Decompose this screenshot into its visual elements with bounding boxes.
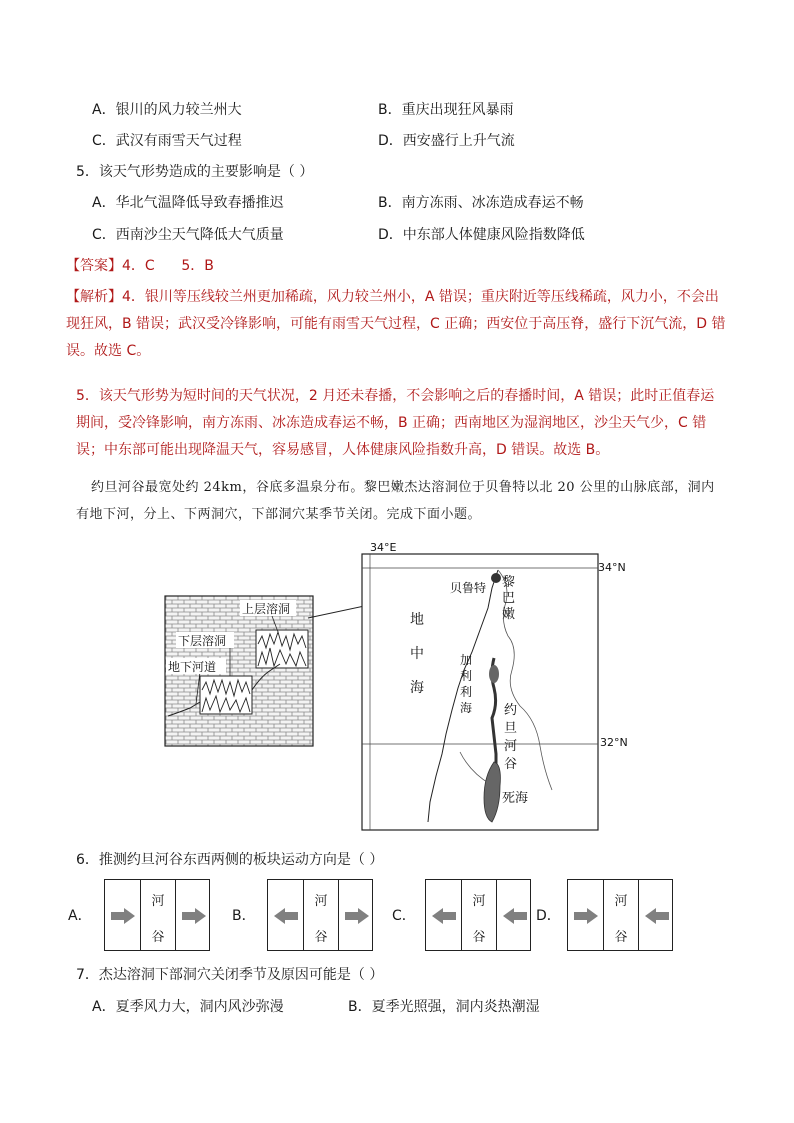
- valley-label-bottom: 谷: [314, 930, 328, 945]
- lower-cave-label: 下层溶洞: [178, 634, 227, 648]
- q4-option-a: A．银川的风力较兰州大: [92, 102, 242, 118]
- beirut-label: 贝鲁特: [450, 581, 487, 595]
- q7-option-b: B．夏季光照强，洞内炎热潮湿: [348, 999, 540, 1015]
- q6-option-label: C．: [392, 908, 416, 924]
- jordan-valley-label-3: 河: [504, 739, 518, 754]
- analysis-q4: [66, 284, 726, 365]
- analysis-q5: 5．该天气形势为短时间的天气状况，2 月还未春播，不会影响之后的春播时间，A 错误；此时正值春运期间，受冷锋影响，南方冻雨、冰冻造成春运不畅，B 正确；西南地区为湿润地区，沙尘天气少，C 错误；中东部可能出现降温天气，容易感冒，人体健康风险指数升高，D 错误。故选 B。: [76, 388, 715, 458]
- jordan-valley-label-2: 旦: [504, 721, 518, 736]
- analysis-q4-text: 4．银川等压线较兰州更加稀疏，风力较兰州小，A 错误；重庆附近等压线稀疏，风力小，不会出现狂风，B 错误；武汉受冷锋影响，可能有雨雪天气过程，C 正确；西安位于高压脊，盛行下沉气流，D 错误。故选 C。: [66, 289, 726, 359]
- valley-label-bottom: 谷: [614, 930, 628, 945]
- jordan-map: [362, 541, 628, 830]
- mediterranean-label-1: 地: [410, 612, 424, 628]
- left-plate-arrow-icon: [273, 908, 299, 928]
- beirut-dot: [491, 573, 501, 583]
- mediterranean-label-3: 海: [410, 680, 424, 696]
- answer-tag: 【答案】: [66, 258, 122, 274]
- answer-text: 4．C 5．B: [122, 258, 214, 274]
- q5-option-c: C．西南沙尘天气降低大气质量: [92, 227, 284, 243]
- q5-stem: 5．该天气形势造成的主要影响是（ ）: [76, 164, 314, 180]
- left-plate-arrow-icon: [110, 908, 136, 928]
- upper-cave-label: 上层溶洞: [242, 602, 291, 616]
- lebanon-label-1: 黎: [502, 575, 516, 590]
- q5-option-a: A．华北气温降低导致春播推迟: [92, 195, 284, 211]
- lebanon-label-2: 巴: [502, 591, 516, 606]
- valley-label-bottom: 谷: [472, 930, 486, 945]
- right-plate-arrow-icon: [344, 908, 370, 928]
- q6-stem: 6．推测约旦河谷东西两侧的板块运动方向是（ ）: [76, 852, 384, 868]
- lat-34n-label: 34°N: [598, 561, 626, 574]
- cave-inset: [165, 596, 313, 746]
- q7-option-a: A．夏季风力大，洞内风沙弥漫: [92, 999, 284, 1015]
- mediterranean-label-2: 中: [410, 646, 424, 662]
- valley-label-top: 河: [314, 894, 328, 909]
- right-plate-arrow-icon: [502, 908, 528, 928]
- q6-option-diagram: [104, 879, 210, 951]
- valley-label-top: 河: [151, 894, 165, 909]
- q6-option-diagram: [425, 879, 531, 951]
- valley-label-bottom: 谷: [151, 930, 165, 945]
- q6-option-label: B．: [232, 908, 256, 924]
- valley-label-top: 河: [614, 894, 628, 909]
- lon-34e-label: 34°E: [370, 541, 397, 554]
- galilee-label-4: 海: [460, 701, 473, 715]
- galilee-label-3: 利: [460, 685, 473, 699]
- material-intro: 约旦河谷最宽处约 24km，谷底多温泉分布。黎巴嫩杰达溶洞位于贝鲁特以北 20 公里的山脉底部，洞内有地下河，分上、下两洞穴，下部洞穴某季节关闭。完成下面小题。: [76, 480, 715, 522]
- left-plate-arrow-icon: [573, 908, 599, 928]
- q7-stem: 7．杰达溶洞下部洞穴关闭季节及原因可能是（ ）: [76, 967, 384, 983]
- valley-label-top: 河: [472, 894, 486, 909]
- jordan-valley-label-4: 谷: [504, 757, 518, 772]
- q6-option-label: A．: [68, 908, 92, 924]
- dead-sea-label: 死海: [502, 791, 529, 806]
- q6-option-diagram: [267, 879, 373, 951]
- galilee-label-1: 加: [460, 653, 473, 667]
- q4-option-b: B．重庆出现狂风暴雨: [378, 102, 514, 118]
- left-plate-arrow-icon: [431, 908, 457, 928]
- right-plate-arrow-icon: [181, 908, 207, 928]
- q4-option-c: C．武汉有雨雪天气过程: [92, 133, 242, 149]
- analysis-tag: 【解析】: [66, 289, 122, 305]
- jordan-valley-figure: [160, 540, 628, 840]
- right-plate-arrow-icon: [644, 908, 670, 928]
- lebanon-label-3: 嫩: [502, 607, 516, 622]
- lat-32n-label: 32°N: [600, 736, 628, 749]
- q4-option-d: D．西安盛行上升气流: [378, 133, 515, 149]
- underground-river-label: 地下河道: [168, 660, 217, 674]
- q5-option-b: B．南方冻雨、冰冻造成春运不畅: [378, 195, 584, 211]
- jordan-valley-label-1: 约: [504, 703, 518, 718]
- answer-line: [66, 256, 214, 276]
- q6-option-label: D．: [536, 908, 561, 924]
- q6-option-diagram: [567, 879, 673, 951]
- galilee-label-2: 利: [460, 669, 473, 683]
- q5-option-d: D．中东部人体健康风险指数降低: [378, 227, 585, 243]
